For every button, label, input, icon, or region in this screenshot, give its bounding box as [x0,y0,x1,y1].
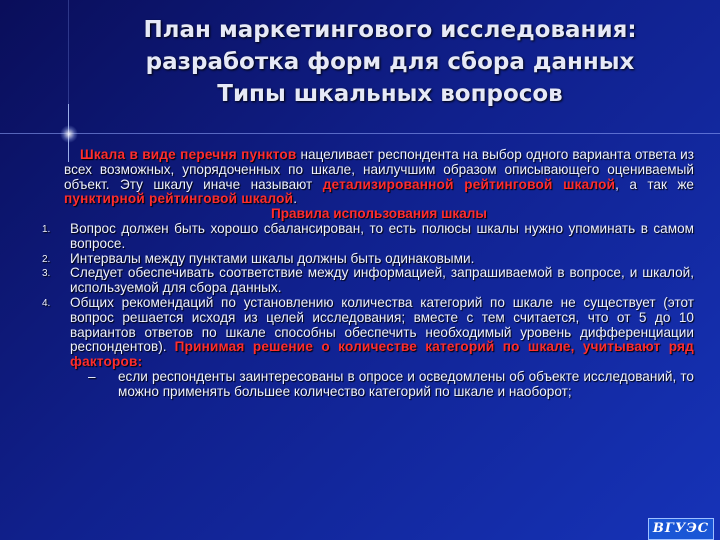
item-number: 2. [42,253,51,265]
decorative-line [0,133,720,134]
title-line: разработка форм для сбора данных [145,49,635,75]
dash-bullet: – [88,368,96,384]
university-logo: ВГУЭС [648,518,714,540]
highlight-term: Принимая решение о количестве категорий по шкале, учитывают ряд факторов: [70,339,694,370]
intro-text: нацеливает респондента на выбор одного варианта ответа из всех возможных, упорядоченных по шкале, наилучшим образом описывающего оцениваемый объект. Эту шкалу иначе называют [64,147,694,192]
item-text: Общих рекомендаций по установлению количества категорий по шкале не существует (этот вопрос решается исходя из целей исследования; вместе с тем считается, что от 5 до 10 вариантов ответов по шкале способны обеспечить необходимый уровень дифференциации респондентов). [70,294,694,355]
rules-heading: Правила использования шкалы [270,206,488,222]
decorative-sparkle-icon [60,125,78,143]
intro-paragraph [64,148,694,207]
slide-title [80,14,700,110]
rules-list [42,220,694,370]
item-number: 1. [42,223,51,235]
item-number: 4. [42,297,51,309]
highlight-term: пунктирной рейтинговой шкалой [64,191,294,207]
list-item [42,294,694,370]
item-text: Вопрос должен быть хорошо сбалансирован, то есть полюсы шкалы нужно упоминать в самом вопросе. [70,220,694,251]
list-item [42,250,694,267]
highlight-term: детализированной рейтинговой шкалой [322,176,616,192]
item-text: Интервалы между пунктами шкалы должны быть одинаковыми. [70,250,475,266]
sub-list-item [64,370,694,400]
highlight-term: Шкала в виде перечня пунктов [80,147,297,162]
item-text: если респонденты заинтересованы в опросе и осведомлены об объекте исследований, то можно применять большее количество категорий по шкале и наоборот; [118,368,694,399]
item-number: 3. [42,268,51,280]
decorative-line [68,0,69,104]
title-line: Типы шкальных вопросов [217,81,563,107]
title-line: План маркетингового исследования: [143,17,637,43]
list-item [42,265,694,296]
slide-body [42,147,694,400]
intro-text: . [293,191,297,207]
list-item [42,220,694,252]
item-text: Следует обеспечивать соответствие между информацией, запрашиваемой в вопросе, и шкалой, используемой для сбора данных. [70,265,694,296]
intro-text: , а так же [615,176,694,192]
